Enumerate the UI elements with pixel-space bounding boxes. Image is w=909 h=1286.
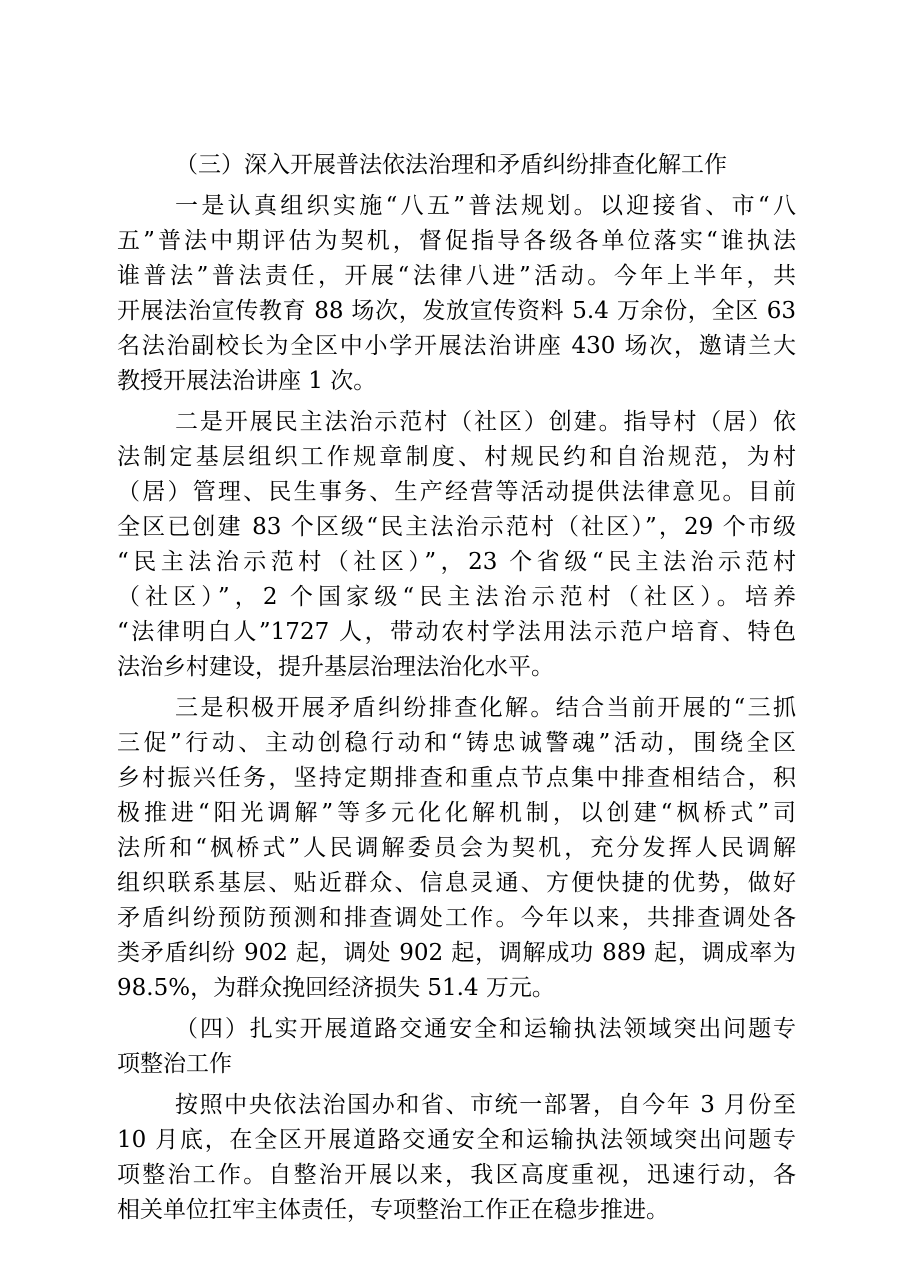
paragraph-line: 矛盾纠纷预防预测和排查调处工作。今年以来，共排查调处各 [117,905,796,931]
paragraph-line: 类矛盾纠纷 902 起，调处 902 起，调解成功 889 起，调成率为 [117,940,796,966]
paragraph-line: 教授开展法治讲座 1 次。 [117,368,377,394]
paragraph [117,691,796,1006]
paragraph-line: （居）管理、民生事务、生产经营等活动提供法律意见。目前 [117,479,796,505]
paragraph-line: 相关单位扛牢主体责任，专项整治工作正在稳步推进。 [117,1197,669,1223]
section-heading-line: 项整治工作 [117,1051,232,1077]
paragraph-line: 开展法治宣传教育 88 场次，发放宣传资料 5.4 万余份，全区 63 [117,298,796,324]
paragraph-line: 一是认真组织实施“八五”普法规划。以迎接省、市“八 [175,193,796,219]
paragraph-line: 乡村振兴任务，坚持定期排查和重点节点集中排查相结合，积 [117,765,796,791]
paragraph-line: 法所和“枫桥式”人民调解委员会为契机，充分发挥人民调解 [117,835,796,861]
paragraph-line: 98.5%，为群众挽回经济损失 51.4 万元。 [117,975,555,1001]
section-heading: （三）深入开展普法依法治理和矛盾纠纷排查化解工作 [175,152,727,178]
paragraph-line: 法治乡村建设，提升基层治理法治化水平。 [117,654,554,680]
paragraph-line: 极推进“阳光调解”等多元化化解机制，以创建“枫桥式”司 [117,800,796,826]
section-heading [117,1012,796,1082]
paragraph-line: 组织联系基层、贴近群众、信息灵通、方便快捷的优势，做好 [117,870,796,896]
paragraph-line: 谁普法”普法责任，开展“法律八进”活动。今年上半年，共 [117,263,796,289]
paragraph-line: 10 月底，在全区开展道路交通安全和运输执法领域突出问题专 [117,1127,796,1153]
paragraph-line: 三促”行动、主动创稳行动和“铸忠诚警魂”活动，围绕全区 [117,730,796,756]
paragraph-line: 全区已创建 83 个区级“民主法治示范村（社区）”，29 个市级 [117,514,796,540]
paragraph-line: “法律明白人”1727 人，带动农村学法用法示范户培育、特色 [117,619,796,645]
paragraph [117,405,796,685]
paragraph-line: “民主法治示范村（社区）”，23 个省级“民主法治示范村 [117,549,796,575]
paragraph-line: 按照中央依法治国办和省、市统一部署，自今年 3 月份至 [175,1092,796,1118]
paragraph-line: 法制定基层组织工作规章制度、村规民约和自治规范，为村 [117,444,796,470]
paragraph-line: 五”普法中期评估为契机，督促指导各级各单位落实“谁执法 [117,228,796,254]
paragraph-line: （社区）”，2 个国家级“民主法治示范村（社区）。培养 [117,584,796,610]
paragraph-line: 二是开展民主法治示范村（社区）创建。指导村（居）依 [175,409,796,435]
paragraph-line: 名法治副校长为全区中小学开展法治讲座 430 场次，邀请兰大 [117,333,796,359]
paragraph-line: 三是积极开展矛盾纠纷排查化解。结合当前开展的“三抓 [175,695,796,721]
paragraph [117,1088,796,1228]
section-heading-line: （四）扎实开展道路交通安全和运输执法领域突出问题专 [175,1016,796,1042]
paragraph-line: 项整治工作。自整治开展以来，我区高度重视，迅速行动，各 [117,1162,796,1188]
paragraph [117,189,796,399]
